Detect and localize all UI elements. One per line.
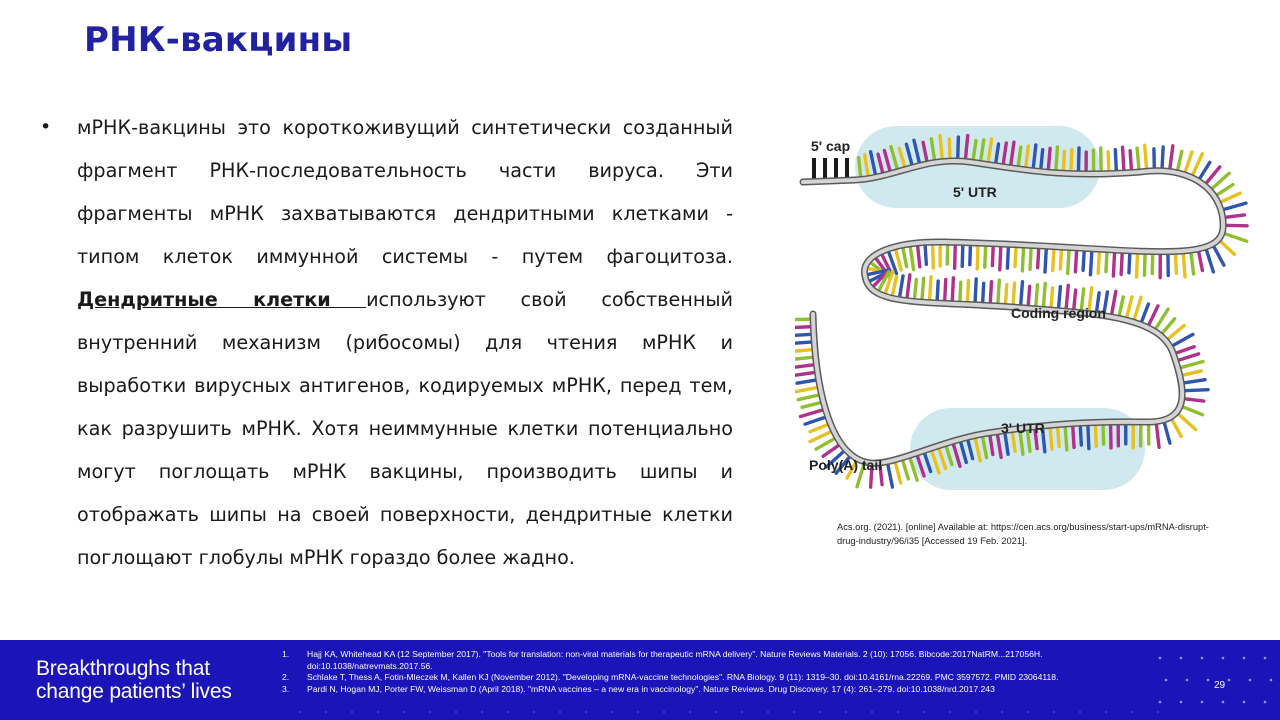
nucleotide-base bbox=[1126, 297, 1132, 320]
decor-dot bbox=[351, 711, 353, 713]
nucleotide-base bbox=[907, 275, 910, 301]
decor-dot bbox=[1243, 657, 1246, 660]
decor-dot bbox=[1131, 711, 1133, 713]
nucleotide-base bbox=[1148, 306, 1158, 328]
page-number: 29 bbox=[1214, 680, 1226, 691]
nucleotide-base bbox=[1056, 147, 1058, 173]
decor-dot bbox=[819, 711, 821, 713]
nucleotide-base bbox=[895, 460, 901, 483]
nucleotide-base bbox=[1045, 246, 1046, 272]
nucleotide-base bbox=[929, 277, 931, 303]
nucleotide-base bbox=[933, 242, 934, 268]
nucleotide-base bbox=[1101, 148, 1102, 174]
nucleotide-base bbox=[1222, 233, 1247, 241]
mrna-structure-diagram bbox=[795, 118, 1255, 498]
decor-dot bbox=[1264, 657, 1267, 660]
decor-dot bbox=[1228, 679, 1231, 682]
nucleotide-base bbox=[1176, 412, 1195, 429]
nucleotide-base bbox=[1123, 147, 1125, 173]
reference-list bbox=[282, 649, 1162, 695]
nucleotide-base bbox=[805, 416, 828, 424]
decor-dot bbox=[1201, 701, 1204, 704]
decor-dot bbox=[1222, 657, 1225, 660]
decor-dot bbox=[1159, 701, 1162, 704]
nucleotide-base bbox=[910, 244, 914, 270]
nucleotide-base bbox=[1176, 354, 1199, 361]
nucleotide-base bbox=[1022, 245, 1023, 271]
slogan-line-2: change patients’ lives bbox=[36, 680, 232, 703]
decor-dot bbox=[1053, 711, 1055, 713]
coding-region-label: Coding region bbox=[1011, 305, 1106, 321]
nucleotide-base bbox=[1121, 250, 1122, 274]
decor-dot bbox=[897, 711, 899, 713]
footer-slogan bbox=[36, 657, 232, 703]
nucleotide-base bbox=[1065, 424, 1067, 450]
decor-dot bbox=[1270, 679, 1273, 682]
decor-dot bbox=[585, 711, 587, 713]
nucleotide-base bbox=[1088, 423, 1089, 449]
utr3-label: 3' UTR bbox=[1001, 420, 1045, 436]
decor-dot bbox=[611, 711, 613, 713]
nucleotide-base bbox=[1191, 250, 1194, 274]
decor-dot bbox=[793, 711, 795, 713]
decor-dot bbox=[1243, 701, 1246, 704]
utr5-label: 5' UTR bbox=[953, 184, 997, 200]
decor-dot bbox=[1079, 711, 1081, 713]
nucleotide-base bbox=[1075, 248, 1076, 272]
nucleotide-base bbox=[977, 243, 978, 269]
nucleotide-base bbox=[1212, 244, 1223, 265]
reference-number: 3. bbox=[282, 683, 290, 694]
nucleotide-base bbox=[1053, 247, 1054, 271]
decor-dot bbox=[1105, 711, 1107, 713]
nucleotide-base bbox=[1020, 282, 1022, 308]
decor-dot bbox=[923, 711, 925, 713]
nucleotide-base bbox=[1137, 148, 1139, 172]
nucleotide-base bbox=[962, 242, 963, 266]
decor-dot bbox=[299, 711, 301, 713]
decor-dot bbox=[871, 711, 873, 713]
cap-bar bbox=[812, 158, 816, 180]
footer-banner bbox=[0, 640, 1280, 720]
nucleotide-base bbox=[985, 243, 986, 267]
reference-item bbox=[282, 672, 1162, 684]
decor-dot bbox=[637, 711, 639, 713]
nucleotide-base bbox=[1050, 425, 1052, 449]
nucleotide-base bbox=[967, 281, 968, 305]
nucleotide-base bbox=[1115, 150, 1116, 174]
nucleotide-base bbox=[1183, 251, 1185, 277]
nucleotide-base bbox=[1144, 251, 1145, 275]
cap-bar bbox=[823, 158, 827, 180]
decor-dot bbox=[1264, 701, 1267, 704]
bullet-paragraph bbox=[77, 106, 733, 579]
decor-dot bbox=[1001, 711, 1003, 713]
nucleotide-base bbox=[899, 276, 903, 300]
decor-dot bbox=[1249, 679, 1252, 682]
decor-dot bbox=[663, 711, 665, 713]
nucleotide-base bbox=[798, 394, 821, 399]
decor-dot bbox=[715, 711, 717, 713]
bullet-marker: • bbox=[40, 116, 52, 138]
reference-text: Pardi N, Hogan MJ, Porter FW, Weissman D (April 2018). "mRNA vaccines – a new era in vaccinology". Nature Reviews. Drug Discovery. 17 (4): 261–279. doi:10.1038/nrd.2017.243 bbox=[307, 683, 995, 694]
nucleotide-base bbox=[1113, 250, 1114, 276]
slogan-line-1: Breakthroughs that bbox=[36, 657, 210, 680]
nucleotide-base bbox=[1145, 145, 1147, 171]
nucleotide-base bbox=[1170, 146, 1173, 172]
decor-dot bbox=[455, 711, 457, 713]
nucleotide-base bbox=[975, 279, 976, 305]
nucleotide-base bbox=[1205, 247, 1213, 272]
nucleotide-base bbox=[895, 247, 901, 270]
nucleotide-base bbox=[1223, 225, 1247, 226]
nucleotide-base bbox=[1068, 247, 1070, 273]
decor-dot bbox=[481, 711, 483, 713]
nucleotide-base bbox=[1164, 420, 1170, 443]
reference-number: 1. bbox=[282, 649, 290, 659]
reference-item bbox=[282, 684, 1162, 696]
nucleotide-base bbox=[917, 243, 919, 267]
nucleotide-base bbox=[801, 409, 826, 416]
nucleotide-base bbox=[1030, 245, 1031, 269]
nucleotide-base bbox=[1111, 291, 1116, 317]
decor-dot bbox=[741, 711, 743, 713]
cap-label: 5' cap bbox=[811, 138, 851, 154]
decor-dot bbox=[689, 711, 691, 713]
decor-dot bbox=[1222, 701, 1225, 704]
nucleotide-base bbox=[887, 462, 892, 487]
nucleotide-base bbox=[1162, 147, 1163, 171]
decor-dot bbox=[845, 711, 847, 713]
decor-dot bbox=[975, 711, 977, 713]
nucleotide-base bbox=[952, 278, 953, 304]
nucleotide-base bbox=[1000, 244, 1001, 270]
decor-dot bbox=[507, 711, 509, 713]
decor-dot bbox=[1180, 701, 1183, 704]
decor-dot bbox=[767, 711, 769, 713]
nucleotide-base bbox=[1013, 283, 1015, 307]
nucleotide-base bbox=[1178, 361, 1203, 368]
nucleotide-base bbox=[1221, 203, 1246, 210]
nucleotide-base bbox=[1007, 244, 1008, 268]
reference-text: Schlake T, Thess A, Fotin-Mleczek M, Kallen KJ (November 2012). "Developing mRNA-vaccine technologies". RNA Biology. 9 (11): 1319–30. doi:10.4161/rna.22269. PMC 3597572. PMID 23064118. bbox=[307, 672, 1059, 682]
reference-number: 2. bbox=[282, 672, 290, 682]
nucleotide-base bbox=[998, 280, 1000, 306]
nucleotide-base bbox=[1098, 249, 1099, 273]
image-citation: Acs.org. (2021). [online] Available at: https://cen.acs.org/business/start-ups/mRNA-disrupt-drug-industry/96/i35 [Accessed 19 Feb. 2021]. bbox=[837, 522, 1209, 546]
cap-bar bbox=[845, 158, 849, 180]
decor-dot bbox=[1186, 679, 1189, 682]
slide-title: РНК-вакцины bbox=[84, 20, 353, 60]
paragraph-text-end: используют свой собственный внутренний механизм (рибосомы) для чтения мРНК и выработки вирусных антигенов, кодируемых мРНК, перед тем, как разрушить мРНК. Хотя неиммунные клетки потенциально могут поглощать мРНК вакцины, производить шипы и отображать шипы на своей поверхности, дендритные клетки поглощают глобулы мРНК гораздо более жадно. bbox=[77, 288, 733, 569]
decor-dot bbox=[403, 711, 405, 713]
nucleotide-base bbox=[958, 137, 959, 161]
nucleotide-base bbox=[990, 282, 991, 306]
decor-dot bbox=[949, 711, 951, 713]
decor-dot bbox=[1201, 657, 1204, 660]
polya-tail-label: Poly(A) tail bbox=[809, 457, 883, 473]
paragraph-text-start: мРНК-вакцины это короткоживущий синтетически созданный фрагмент РНК-последовательность части вируса. Эти фрагменты мРНК захватываются дендритными клетками - типом клеток иммунной системы - путем фагоцитоза. bbox=[77, 116, 733, 268]
nucleotide-base bbox=[795, 387, 820, 392]
decor-dot bbox=[533, 711, 535, 713]
decor-dot bbox=[1207, 679, 1210, 682]
reference-item bbox=[282, 649, 1162, 672]
nucleotide-base bbox=[1071, 150, 1072, 174]
nucleotide-base bbox=[1090, 249, 1092, 275]
decor-dot bbox=[1027, 711, 1029, 713]
reference-text: Hajj KA, Whitehead KA (12 September 2017). "Tools for translation: non-viral materials for therapeutic mRNA delivery". Nature Reviews Materials. 2 (10): 17056. Bibcode:2017NatRM...217056H. doi:10.1038/natrevmats.2017.56. bbox=[307, 649, 1043, 671]
nucleotide-base bbox=[1180, 406, 1202, 415]
nucleotide-base bbox=[1078, 148, 1079, 174]
nucleotide-base bbox=[1073, 423, 1075, 447]
nucleotide-base bbox=[1160, 319, 1174, 336]
nucleotide-base bbox=[1095, 422, 1096, 446]
decor-dot bbox=[1165, 679, 1168, 682]
nucleotide-base bbox=[1181, 380, 1205, 384]
decor-dot bbox=[325, 711, 327, 713]
nucleotide-base bbox=[955, 242, 956, 268]
decor-dot bbox=[1157, 711, 1159, 713]
cap-bar bbox=[834, 158, 838, 180]
nucleotide-base bbox=[1048, 148, 1050, 172]
decor-dot bbox=[377, 711, 379, 713]
nucleotide-base bbox=[1182, 390, 1208, 391]
decor-dot bbox=[559, 711, 561, 713]
nucleotide-base bbox=[1218, 193, 1240, 203]
nucleotide-base bbox=[1156, 422, 1159, 448]
dendritic-cells-term: Дендритные клетки bbox=[77, 288, 367, 311]
nucleotide-base bbox=[945, 280, 946, 304]
nucleotide-base bbox=[1137, 251, 1138, 277]
decor-dot bbox=[1180, 657, 1183, 660]
decor-dot bbox=[429, 711, 431, 713]
nucleotide-base bbox=[1133, 297, 1141, 322]
